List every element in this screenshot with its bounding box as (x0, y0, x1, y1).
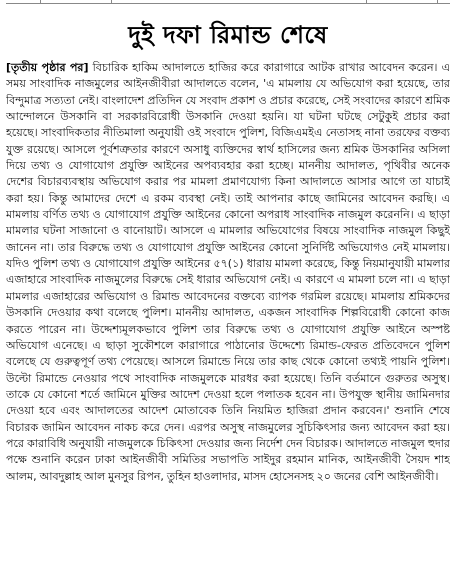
continuation-label: [তৃতীয় পৃষ্ঠার পর] (6, 61, 89, 74)
top-border-tab-right (366, 0, 438, 4)
article-body-text: বিচারিক হাকিম আদালতে হাজির করে কারাগারে আটক রাখার আবেদন করেন। এ সময় সাংবাদিক নাজমুলের আইনজীবীরা আদালতে বলেন, 'এ মামলায় যে অভিযোগ করা হয়েছে, তার বিন্দুমাত্র সত্যতা নেই। বাংলাদেশ প্রতিদিন যে সংবাদ প্রকাশ ও প্রচার করেছে, সেই সংবাদের কারণে শ্রমিক আন্দোলনে উসকানি বা সরকারবিরোধী উসকানি দেওয়া হয়নি। যা ঘটনা ঘটছে সেটুকুই প্রচার করা হয়েছে। সাংবাদিকতার নীতিমালা অনুযায়ী ওই সংবাদে পুলিশ, বিজিএমইএ নেতাসহ নানা তরফের বক্তব্য যুক্ত রয়েছে। আসলে পূর্বশত্রুতার কারণে অসাধু ব্যক্তিদের স্বার্থ হাসিলের জন্য শ্রমিক উসকানির অসিলা দিয়ে তথ্য ও যোগাযোগ প্রযুক্তি আইনের অপব্যবহার করা হচ্ছে। মাননীয় আদালত, পৃথিবীর অনেক দেশের বিচারব্যবস্থায় অভিযোগ করার পর মামলা প্রমাণযোগ্য কিনা আদালতে আসার আগে তা যাচাই করা হয়। কিন্তু আমাদের দেশে এ রকম ব্যবস্থা নেই। তাই আপনার কাছে জামিনের আবেদন করছি। এ মামলায় বর্ণিত তথ্য ও যোগাযোগ প্রযুক্তি আইনের কোনো অপরাধ সাংবাদিক নাজমুল করেননি। এ ছাড়া মামলার ঘটনা সাজানো ও বানোয়াট। আসলে এ মামলার অভিযোগের বিষয়ে সাংবাদিক নাজমুল কিছুই জানেন না। তার বিরুদ্ধে তথ্য ও যোগাযোগ প্রযুক্তি আইনের কোনো সুনির্দিষ্ট অভিযোগও নেই মামলায়। যদিও পুলিশ তথ্য ও যোগাযোগ প্রযুক্তি আইনের ৫৭(১) ধারায় মামলা করেছে, কিন্তু নিয়মানুযায়ী মামলার এজাহারে সাংবাদিক নাজমুলের বিরুদ্ধে সেই ধারার অভিযোগ নেই। এ কারণে এ মামলা চলে না। এ ছাড়া মামলার এজাহারের অভিযোগ ও রিমান্ড আবেদনের বক্তব্যে ব্যাপক গরমিল রয়েছে। মামলায় শ্রমিকদের উসকানি দেওয়ার কথা বলেছে পুলিশ। মাননীয় আদালত, একজন সাংবাদিক শিল্পবিরোধী কোনো কাজ করতে পারেন না। উদ্দেশ্যমূলকভাবে পুলিশ তার বিরুদ্ধে তথ্য ও যোগাযোগ প্রযুক্তি আইনে অস্পষ্ট অভিযোগ এনেছে। এ ছাড়া সুকৌশলে কারাগারে পাঠানোর উদ্দেশ্যে রিমান্ড-ফেরত প্রতিবেদনে পুলিশ বলেছে যে গুরুত্বপূর্ণ তথ্য পেয়েছে। আসলে রিমান্ডে নিয়ে তার কাছ থেকে কোনো তথ্যই পায়নি পুলিশ। উল্টো রিমান্ডে নেওয়ার পথে সাংবাদিক নাজমুলকে মারধর করা হয়েছে। তিনি বর্তমানে গুরুতর অসুস্থ। তাকে যে কোনো শর্তে জামিনে মুক্তির আদেশ দেওয়া হলে পলাতক হবেন না। উপযুক্ত স্থানীয় জামিনদার দেওয়া হবে এবং আদালতের আদেশ মোতাবেক তিনি নিয়মিত হাজিরা প্রদান করবেন।' শুনানি শেষে বিচারক জামিন আবেদন নাকচ করে দেন। এরপর অসুস্থ নাজমুলের সুচিকিৎসার জন্য আবেদন করা হয়। পরে কারাবিধি অনুযায়ী নাজমুলকে চিকিৎসা দেওয়ার জন্য নির্দেশ দেন বিচারক। আদালতে নাজমুল হুদার পক্ষে শুনানি করেন ঢাকা আইনজীবী সমিতির সভাপতি সাইদুর রহমান মানিক, আইনজীবী সৈয়দ শাহ আলম, আবদুল্লাহ আল মুনসুর রিপন, তুহিন হাওলাদার, মাসদ হোসেনসহ ২০ জনের বেশি আইনজীবী। (6, 61, 450, 483)
article-headline: দুই দফা রিমান্ড শেষে (128, 21, 328, 49)
article-body (6, 60, 450, 580)
top-border-tab-left (40, 0, 112, 4)
